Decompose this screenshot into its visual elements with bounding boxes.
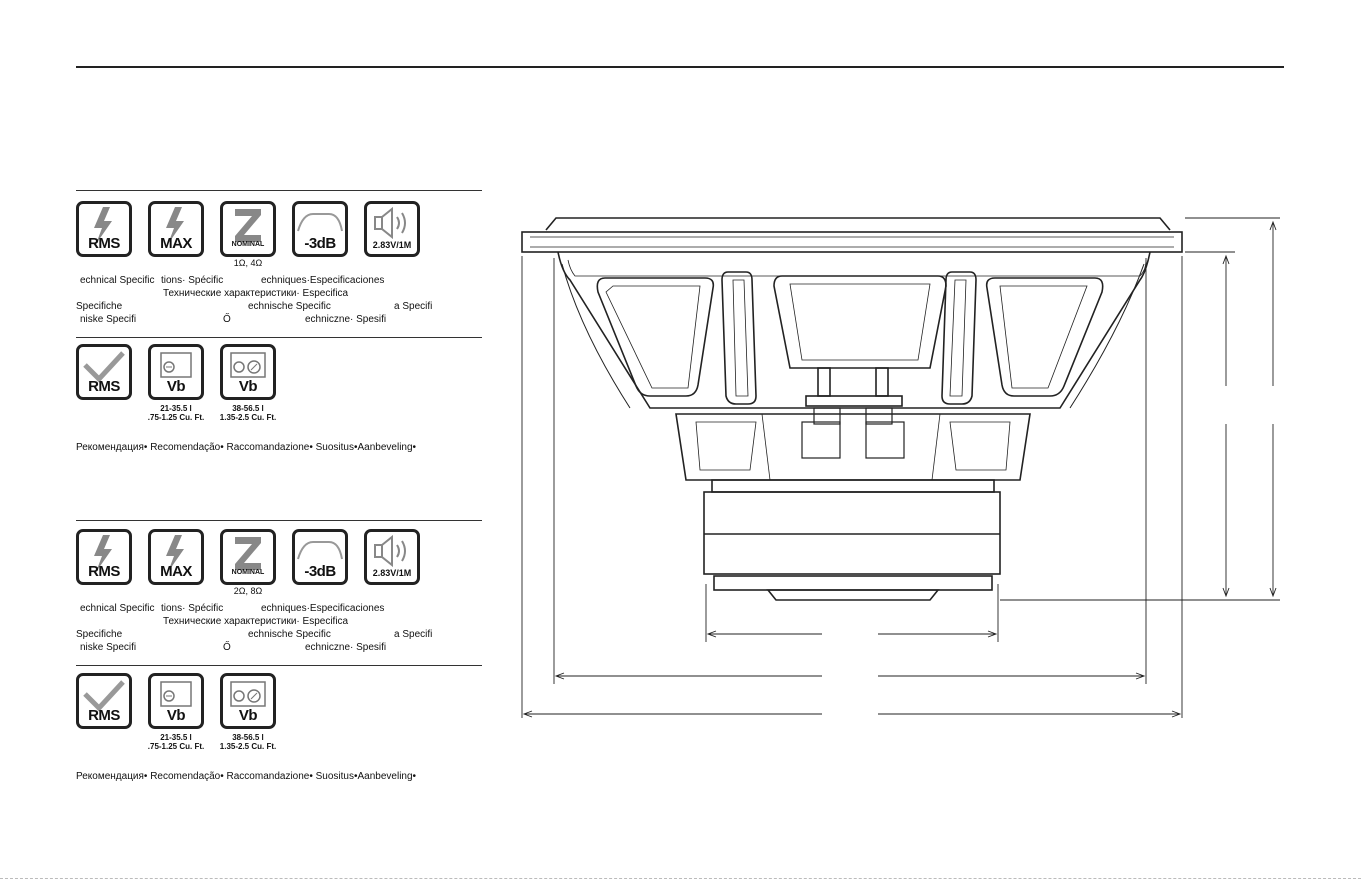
basket-window	[774, 276, 946, 368]
lightning-bolt-icon: MAX	[148, 529, 204, 585]
spec-text: echniczne· Spesifi	[305, 314, 387, 325]
spec-text: Ő	[223, 642, 231, 653]
spec-text: echniques·Especificaciones	[261, 275, 385, 286]
spec-text: Технические характеристики· Especifica	[163, 288, 349, 299]
gasket-outline	[546, 218, 1170, 230]
section1-rule-top	[76, 190, 482, 191]
spec-text: a Specifi	[394, 629, 433, 640]
page-trim-line	[0, 878, 1361, 879]
terminal-post	[876, 368, 888, 396]
spec-text: echnische Specific	[248, 301, 331, 312]
enclosure-icon: Vb	[148, 344, 204, 400]
top-rule	[76, 66, 1284, 68]
terminal-post	[818, 368, 830, 396]
spec-text: tions· Spécific	[161, 603, 224, 614]
spec-text: tions· Spécific	[161, 275, 224, 286]
basket-window	[597, 278, 713, 396]
section2-rule-mid	[76, 665, 482, 666]
checkmark-icon: RMS	[76, 344, 132, 400]
sealed-box-caption: 21-35.5 l .75-1.25 Cu. Ft.	[147, 733, 205, 751]
enclosure-icon: Vb	[220, 673, 276, 729]
ported-box-caption: 38-56.5 l 1.35-2.5 Cu. Ft.	[219, 404, 277, 422]
curve-icon: -3dB	[292, 201, 348, 257]
sealed-box-caption: 21-35.5 l .75-1.25 Cu. Ft.	[147, 404, 205, 422]
spec-text: niske Specifi	[80, 642, 137, 653]
spec-text: a Specifi	[394, 301, 433, 312]
spec-text: echnische Specific	[248, 629, 331, 640]
spec-text: Ő	[223, 314, 231, 325]
basket-window	[987, 278, 1103, 396]
spec-text: Технические характеристики· Especifica	[163, 616, 349, 627]
recommendation-text: Рекомендация• Recomendação• Raccomandazione• Suositus•Aanbeveling•	[76, 771, 417, 782]
curve-icon: -3dB	[292, 529, 348, 585]
pole-vent	[768, 590, 938, 600]
top-plate	[712, 480, 994, 492]
spec-text: echniques·Especificaciones	[261, 603, 385, 614]
section1-rule-mid	[76, 337, 482, 338]
spec-text: Specifiche	[76, 629, 123, 640]
impedance-caption: 2Ω, 8Ω	[233, 586, 263, 596]
dimension-lines	[522, 218, 1280, 718]
speaker-icon: 2.83V/1M	[364, 201, 420, 257]
magnet-stack	[704, 492, 1000, 574]
checkmark-icon: RMS	[76, 673, 132, 729]
section2-rule-top	[76, 520, 482, 521]
recommendation-text: Рекомендация• Recomendação• Raccomandazione• Suositus•Aanbeveling•	[76, 442, 417, 453]
speaker-icon: 2.83V/1M	[364, 529, 420, 585]
letter-z-icon: NOMINAL	[220, 201, 276, 257]
letter-z-icon: NOMINAL	[220, 529, 276, 585]
spec-text: echnical Specific	[80, 603, 155, 614]
spec-text: echniczne· Spesifi	[305, 642, 387, 653]
spec-text: echnical Specific	[80, 275, 155, 286]
lightning-bolt-icon: RMS	[76, 529, 132, 585]
lightning-bolt-icon: MAX	[148, 201, 204, 257]
basket-slot	[942, 272, 976, 404]
spec-text: niske Specifi	[80, 314, 137, 325]
spec-text: Specifiche	[76, 301, 123, 312]
mounting-flange	[522, 232, 1182, 252]
impedance-caption: 1Ω, 4Ω	[233, 258, 263, 268]
basket-slot	[722, 272, 756, 404]
lightning-bolt-icon: RMS	[76, 201, 132, 257]
enclosure-icon: Vb	[148, 673, 204, 729]
subwoofer-side-view-drawing	[500, 200, 1300, 740]
back-plate	[714, 576, 992, 590]
enclosure-icon: Vb	[220, 344, 276, 400]
ported-box-caption: 38-56.5 l 1.35-2.5 Cu. Ft.	[219, 733, 277, 751]
